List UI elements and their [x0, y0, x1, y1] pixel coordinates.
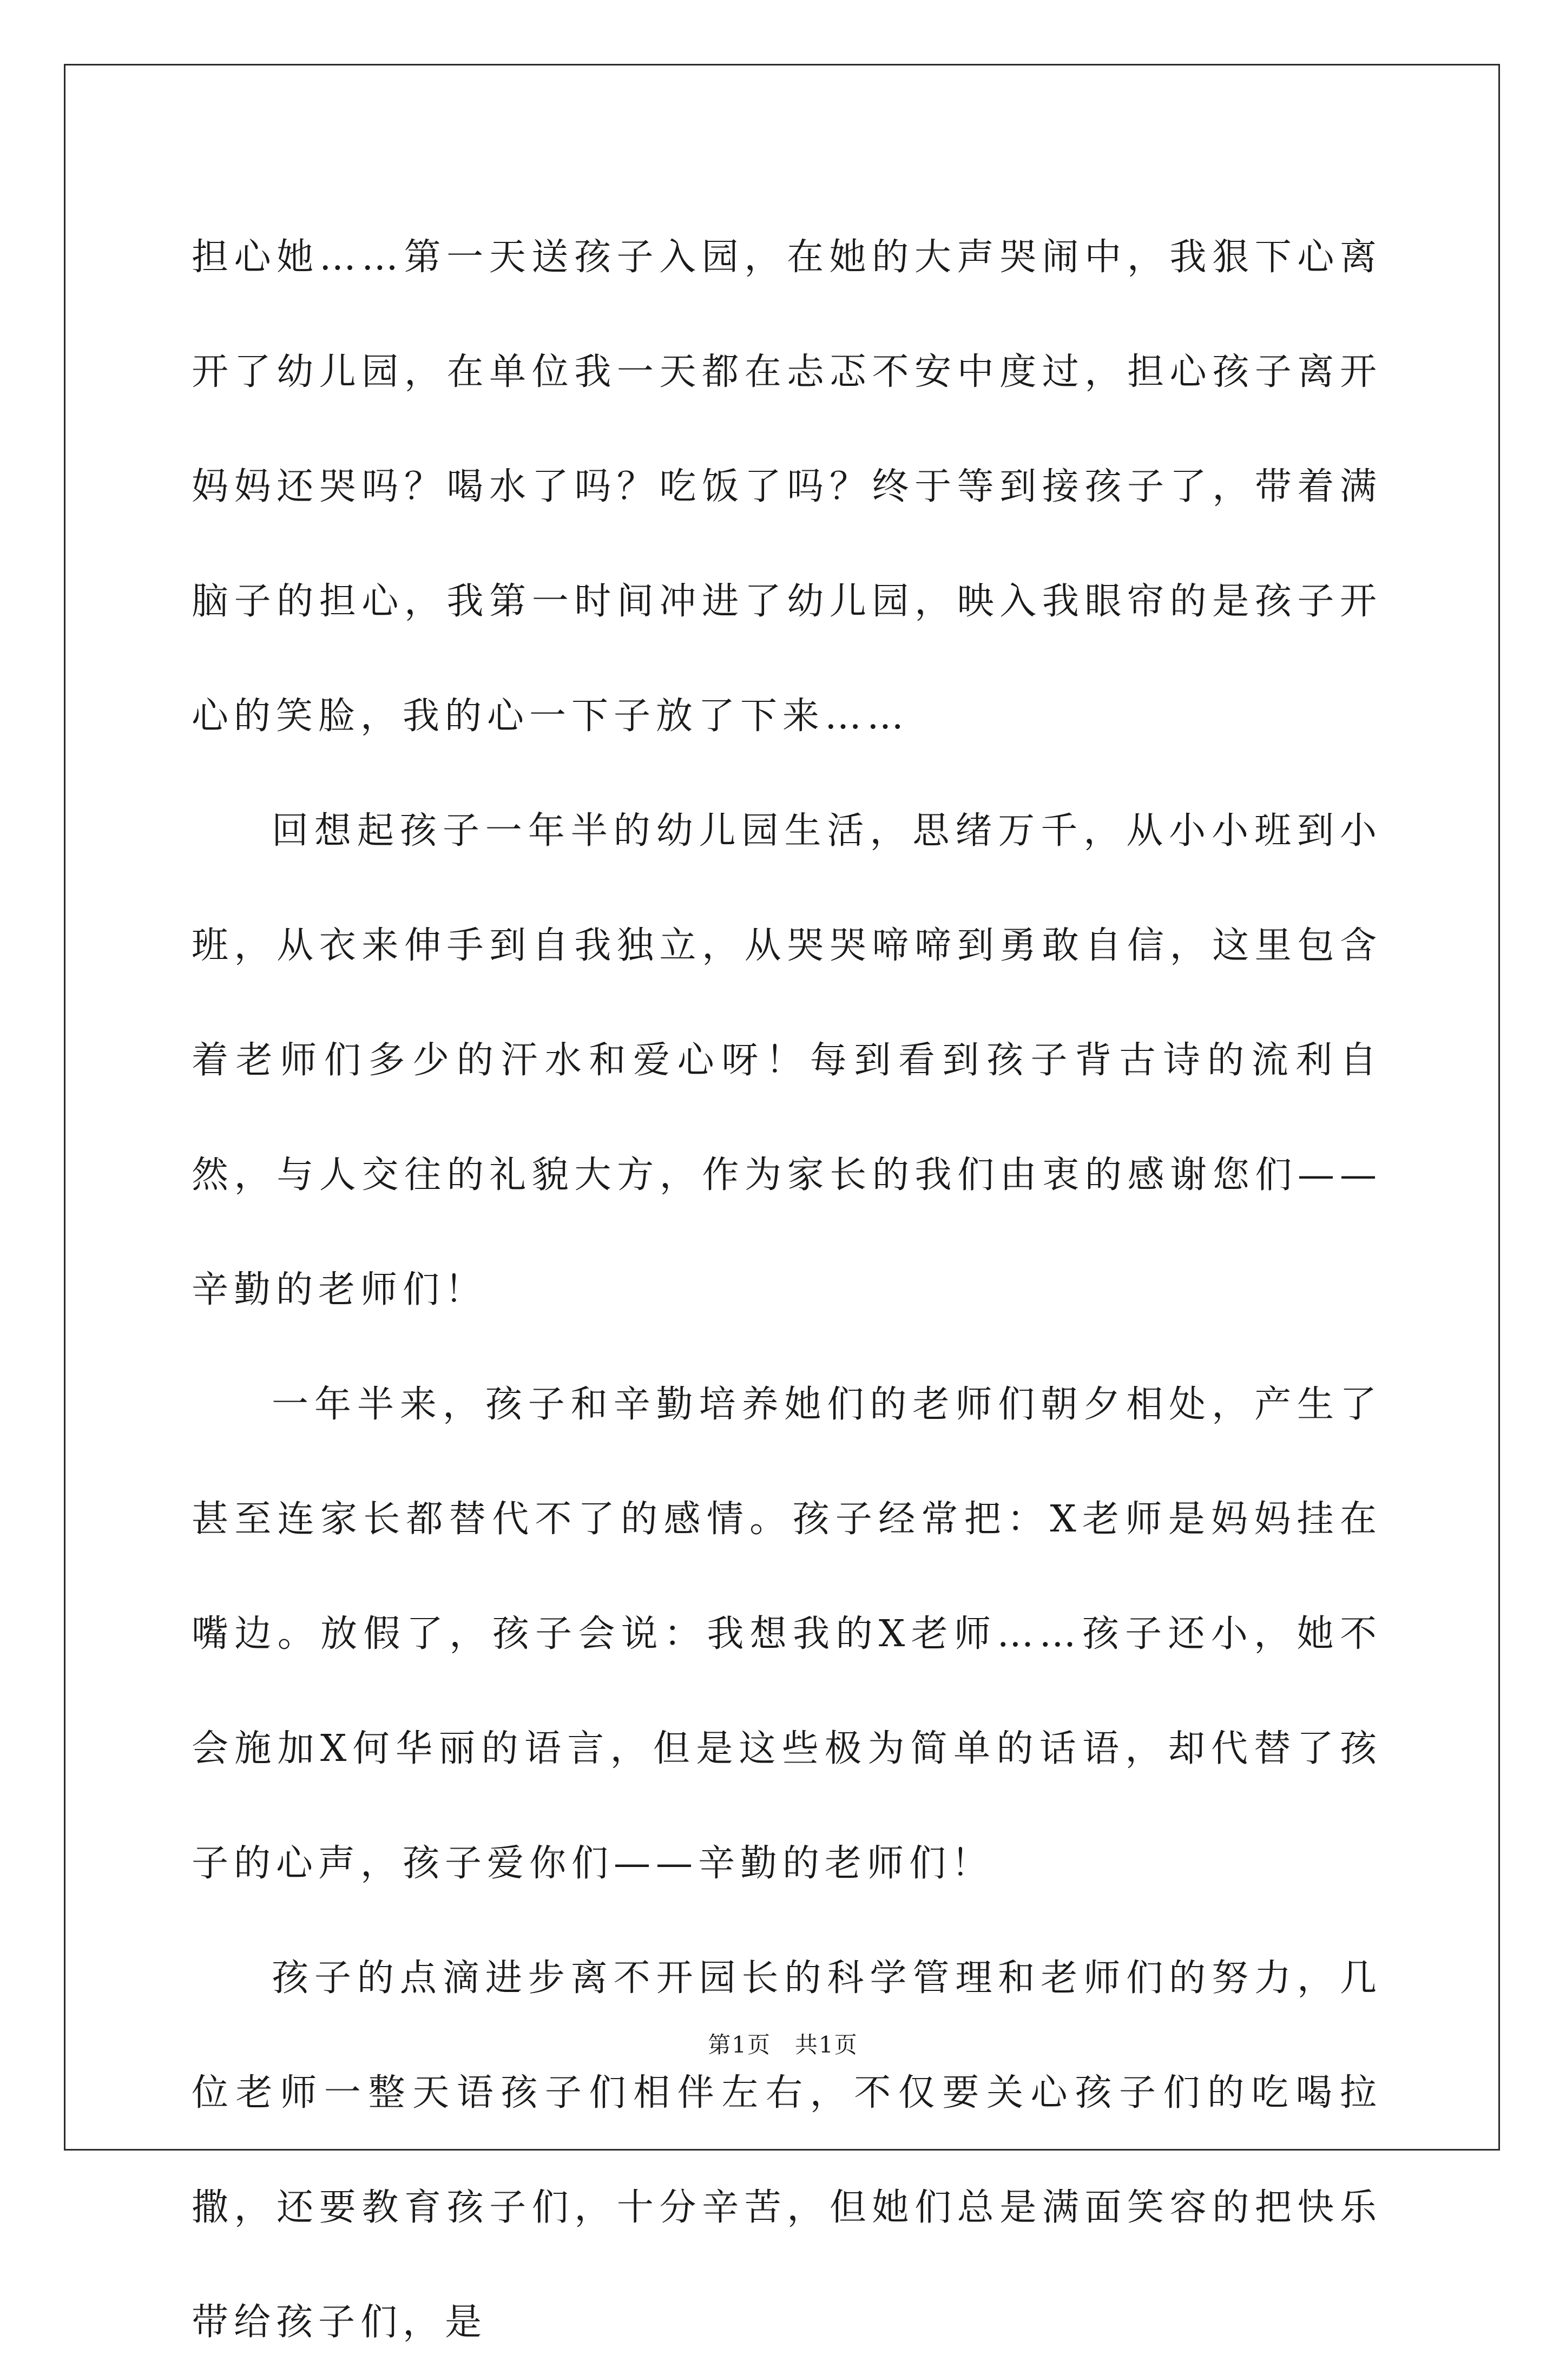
page-number-current: 第1页 [708, 2031, 771, 2058]
paragraph-1: 担心她……第一天送孩子入园，在她的大声哭闹中，我狠下心离开了幼儿园，在单位我一天都在忐忑不安中度过，担心孩子离开妈妈还哭吗？喝水了吗？吃饭了吗？终于等到接孩子了，带着满脑子的担心，我第一时间冲进了幼儿园，映入我眼帘的是孩子开心的笑脸，我的心一下子放了下来…… [192, 236, 1382, 738]
page-number-total: 共1页 [795, 2031, 858, 2058]
paragraph-4: 孩子的点滴进步离不开园长的科学管理和老师们的努力，几位老师一整天语孩子们相伴左右，不仅要关心孩子们的吃喝拉撒，还要教育孩子们，十分辛苦，但她们总是满面笑容的把快乐带给孩子们，是 [192, 1957, 1382, 2344]
paragraph-2: 回想起孩子一年半的幼儿园生活，思绪万千，从小小班到小班，从衣来伸手到自我独立，从哭哭啼啼到勇敢自信，这里包含着老师们多少的汗水和爱心呀！每到看到孩子背古诗的流利自然，与人交往的礼貌大方，作为家长的我们由衷的感谢您们——辛勤的老师们！ [192, 810, 1382, 1311]
page-footer [0, 2027, 1566, 2060]
paragraph-3: 一年半来，孩子和辛勤培养她们的老师们朝夕相处，产生了甚至连家长都替代不了的感情。孩子经常把：X老师是妈妈挂在嘴边。放假了，孩子会说：我想我的X老师……孩子还小，她不会施加X何华丽的语言，但是这些极为简单的话语，却代替了孩子的心声，孩子爱你们——辛勤的老师们！ [192, 1383, 1382, 1885]
